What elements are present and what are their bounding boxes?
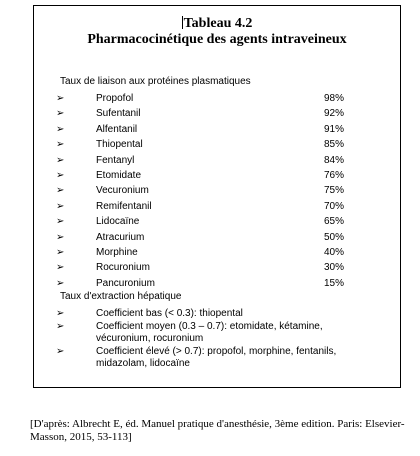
table-heading (34, 16, 400, 48)
drug-name: Vecuronium (96, 185, 149, 197)
binding-row (56, 137, 386, 152)
drug-name: Alfentanil (96, 123, 138, 135)
arrow-bullet-icon: ➢ (56, 345, 65, 357)
extraction-row (56, 321, 386, 346)
extraction-list (56, 308, 386, 371)
arrow-bullet-icon: ➢ (56, 139, 65, 151)
extraction-row (56, 346, 386, 371)
binding-row (56, 199, 386, 214)
binding-percent: 76% (324, 169, 345, 181)
binding-percent: 75% (324, 185, 345, 197)
binding-row (56, 122, 386, 137)
arrow-bullet-icon: ➢ (56, 308, 65, 319)
binding-percent: 85% (324, 139, 345, 151)
binding-header: Taux de liaison aux protéines plasmatiques (60, 76, 251, 87)
binding-percent: 84% (324, 154, 345, 166)
table-title (34, 16, 400, 32)
extraction-header: Taux d'extraction hépatique (60, 291, 182, 302)
binding-row (56, 230, 386, 245)
drug-name: Remifentanil (96, 200, 152, 212)
arrow-bullet-icon: ➢ (56, 154, 65, 166)
table-title-text: Tableau 4.2 (183, 16, 253, 31)
table-subtitle: Pharmacocinétique des agents intraveineux (87, 32, 347, 47)
binding-row (56, 153, 386, 168)
binding-percent: 98% (324, 93, 345, 104)
extraction-text: Coefficient moyen (0.3 – 0.7): etomidate, kétamine, vécuronium, rocuronium (96, 320, 323, 344)
arrow-bullet-icon: ➢ (56, 200, 65, 212)
binding-list (56, 91, 386, 291)
binding-percent: 65% (324, 216, 345, 228)
arrow-bullet-icon: ➢ (56, 185, 65, 197)
drug-name: Pancuronium (96, 277, 155, 289)
reference-citation: [D'après: Albrecht E, éd. Manuel pratique d'anesthésie, 3ème edition. Paris: Elsevier-Masson, 2015, 53-113] (30, 418, 405, 443)
binding-row (56, 183, 386, 198)
arrow-bullet-icon: ➢ (56, 246, 65, 258)
text-cursor (182, 16, 183, 29)
drug-name: Rocuronium (96, 262, 150, 274)
drug-name: Sufentanil (96, 108, 141, 120)
extraction-row (56, 308, 386, 321)
arrow-bullet-icon: ➢ (56, 231, 65, 243)
arrow-bullet-icon: ➢ (56, 277, 65, 289)
binding-percent: 30% (324, 262, 345, 274)
arrow-bullet-icon: ➢ (56, 108, 65, 120)
arrow-bullet-icon: ➢ (56, 262, 65, 274)
drug-name: Etomidate (96, 169, 142, 181)
drug-name: Propofol (96, 93, 134, 104)
binding-row (56, 168, 386, 183)
extraction-text: Coefficient bas (< 0.3): thiopental (96, 308, 243, 319)
binding-row (56, 245, 386, 260)
arrow-bullet-icon: ➢ (56, 123, 65, 135)
drug-name: Morphine (96, 246, 138, 258)
table-frame (33, 5, 401, 388)
drug-name: Thiopental (96, 139, 143, 151)
drug-name: Fentanyl (96, 154, 135, 166)
binding-row (56, 106, 386, 121)
binding-percent: 91% (324, 123, 345, 135)
drug-name: Atracurium (96, 231, 145, 243)
binding-percent: 92% (324, 108, 345, 120)
binding-row (56, 91, 386, 106)
binding-percent: 70% (324, 200, 345, 212)
arrow-bullet-icon: ➢ (56, 216, 65, 228)
arrow-bullet-icon: ➢ (56, 93, 65, 104)
arrow-bullet-icon: ➢ (56, 169, 65, 181)
binding-percent: 40% (324, 246, 345, 258)
drug-name: Lidocaïne (96, 216, 140, 228)
binding-row (56, 260, 386, 275)
binding-percent: 50% (324, 231, 345, 243)
arrow-bullet-icon: ➢ (56, 320, 65, 332)
binding-percent: 15% (324, 277, 345, 289)
binding-row (56, 214, 386, 229)
binding-row (56, 276, 386, 291)
extraction-text: Coefficient élevé (> 0.7): propofol, morphine, fentanils, midazolam, lidocaïne (96, 345, 337, 369)
